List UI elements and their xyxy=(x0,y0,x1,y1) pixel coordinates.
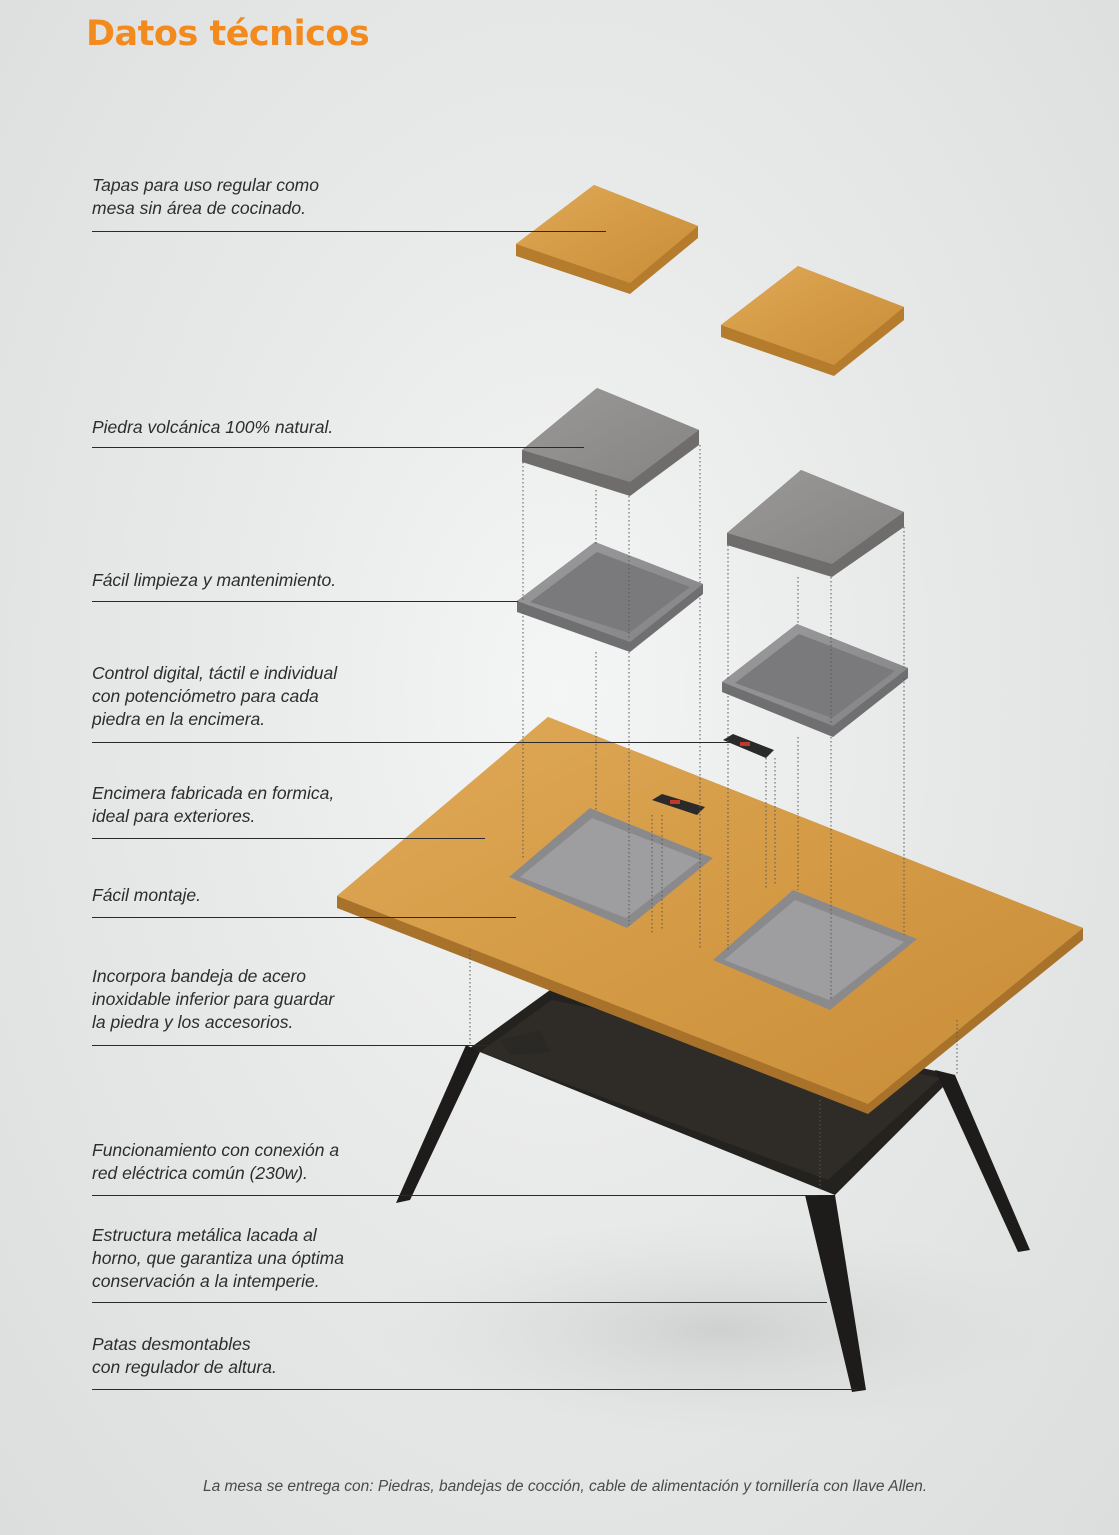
volcanic-stone-1 xyxy=(522,388,699,496)
feature-montaje: Fácil montaje. xyxy=(92,885,201,905)
feature-bandeja: Incorpora bandeja de acero inoxidable inferior para guardar la piedra y los accesorios. xyxy=(92,966,335,1032)
footer-note: La mesa se entrega con: Piedras, bandejas de cocción, cable de alimentación y tornillería con llave Allen. xyxy=(202,1478,928,1495)
cooking-tray-2 xyxy=(722,624,908,737)
rule-funcionamiento xyxy=(92,1195,817,1196)
rule-control xyxy=(92,742,730,743)
feature-control: Control digital, táctil e individual con potenciómetro para cada piedra en la encimera. xyxy=(92,663,338,729)
wood-lid-2 xyxy=(721,266,904,376)
rule-estructura xyxy=(92,1302,827,1303)
feature-limpieza: Fácil limpieza y mantenimiento. xyxy=(92,570,337,590)
volcanic-stone-2 xyxy=(727,470,904,577)
rule-limpieza xyxy=(92,601,518,602)
feature-encimera: Encimera fabricada en formica, ideal para exteriores. xyxy=(92,783,335,826)
rule-piedra xyxy=(92,447,584,448)
rule-patas xyxy=(92,1389,858,1390)
feature-funcionamiento: Funcionamiento con conexión a red eléctrica común (230w). xyxy=(92,1140,340,1183)
cooking-tray-1 xyxy=(517,542,703,652)
feature-piedra: Piedra volcánica 100% natural. xyxy=(92,417,334,437)
rule-bandeja xyxy=(92,1045,583,1046)
rule-encimera xyxy=(92,838,485,839)
feature-estructura: Estructura metálica lacada al horno, que garantiza una óptima conservación a la intemperie. xyxy=(92,1225,344,1291)
rule-montaje xyxy=(92,917,516,918)
rule-tapas xyxy=(92,231,606,232)
page-title: Datos técnicos xyxy=(86,14,370,54)
floor-shadow xyxy=(360,1220,1080,1440)
feature-patas: Patas desmontables con regulador de altura. xyxy=(92,1334,277,1377)
wood-lid-1 xyxy=(516,185,698,294)
feature-tapas: Tapas para uso regular como mesa sin área de cocinado. xyxy=(92,175,319,218)
